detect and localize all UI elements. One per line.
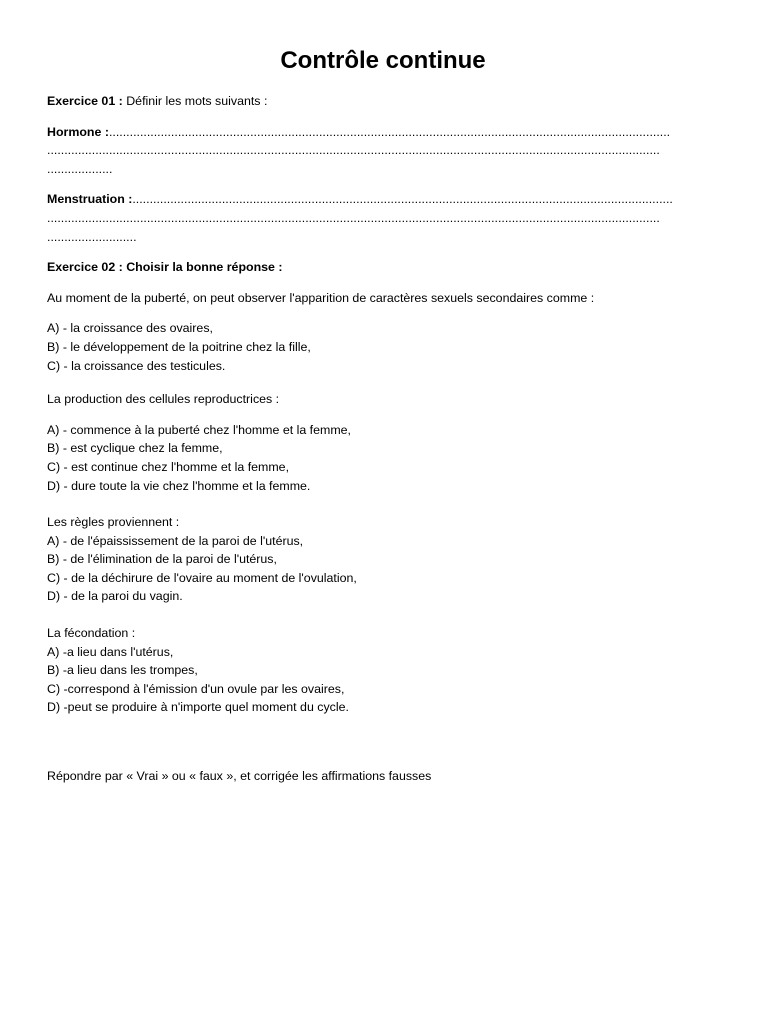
definition-term: Menstruation :	[47, 192, 133, 207]
definition-hormone	[47, 123, 719, 179]
question-1-stem: Au moment de la puberté, on peut observer l'apparition de caractères sexuels secondaires comme :	[47, 290, 595, 305]
question-3	[47, 513, 719, 606]
option-item[interactable]: D) - de la paroi du vagin.	[47, 589, 183, 604]
option-item[interactable]: B) - le développement de la poitrine chez la fille,	[47, 339, 311, 354]
question-3-stem: Les règles proviennent :	[47, 515, 180, 530]
question-2-stem: La production des cellules reproductrices :	[47, 392, 280, 407]
option-item[interactable]: D) -peut se produire à n'importe quel moment du cycle.	[47, 700, 349, 715]
option-item[interactable]: C) -correspond à l'émission d'un ovule par les ovaires,	[47, 681, 345, 696]
answer-dots[interactable]: ..........................	[47, 229, 137, 244]
option-item[interactable]: A) - la croissance des ovaires,	[47, 321, 213, 336]
definition-term: Hormone :	[47, 124, 109, 139]
answer-dots[interactable]: ..................................................................................................................................................................................	[47, 210, 660, 225]
answer-dots[interactable]: ...................................................................................................................................................................	[108, 124, 671, 139]
question-1-options	[47, 319, 719, 375]
option-item[interactable]: A) -a lieu dans l'utérus,	[47, 644, 174, 659]
definition-line-1	[47, 190, 719, 209]
definition-line-1	[47, 123, 719, 142]
answer-dots[interactable]: ..................................................................................................................................................................................	[47, 143, 660, 158]
option-item[interactable]: C) - est continue chez l'homme et la femme,	[47, 459, 290, 474]
option-item[interactable]: D) - dure toute la vie chez l'homme et la femme.	[47, 478, 311, 493]
option-item[interactable]: B) - est cyclique chez la femme,	[47, 441, 223, 456]
option-item[interactable]: B) - de l'élimination de la paroi de l'utérus,	[47, 552, 277, 567]
question-4	[47, 624, 719, 717]
option-item[interactable]: A) - commence à la puberté chez l'homme et la femme,	[47, 422, 351, 437]
answer-dots[interactable]: ...................	[47, 161, 113, 176]
exercise-2-heading: Exercice 02 : Choisir la bonne réponse :	[47, 260, 283, 275]
exercise-1-instruction: Définir les mots suivants :	[122, 94, 268, 108]
question-2-options	[47, 421, 719, 495]
page-title: Contrôle continue	[280, 47, 486, 74]
option-item[interactable]: B) -a lieu dans les trompes,	[47, 663, 198, 678]
exercise-1-heading	[47, 92, 719, 111]
option-item[interactable]: A) - de l'épaississement de la paroi de l'utérus,	[47, 533, 304, 548]
definition-menstruation	[47, 190, 719, 246]
option-item[interactable]: C) - de la déchirure de l'ovaire au moment de l'ovulation,	[47, 570, 357, 585]
worksheet-page	[47, 44, 719, 786]
exercise-1-label: Exercice 01 :	[47, 94, 123, 108]
option-item[interactable]: C) - la croissance des testicules.	[47, 358, 226, 373]
true-false-instruction: Répondre par « Vrai » ou « faux », et corrigée les affirmations fausses	[47, 769, 432, 784]
answer-dots[interactable]: .............................................................................................................................................................	[132, 192, 673, 207]
question-4-stem: La fécondation :	[47, 626, 136, 641]
